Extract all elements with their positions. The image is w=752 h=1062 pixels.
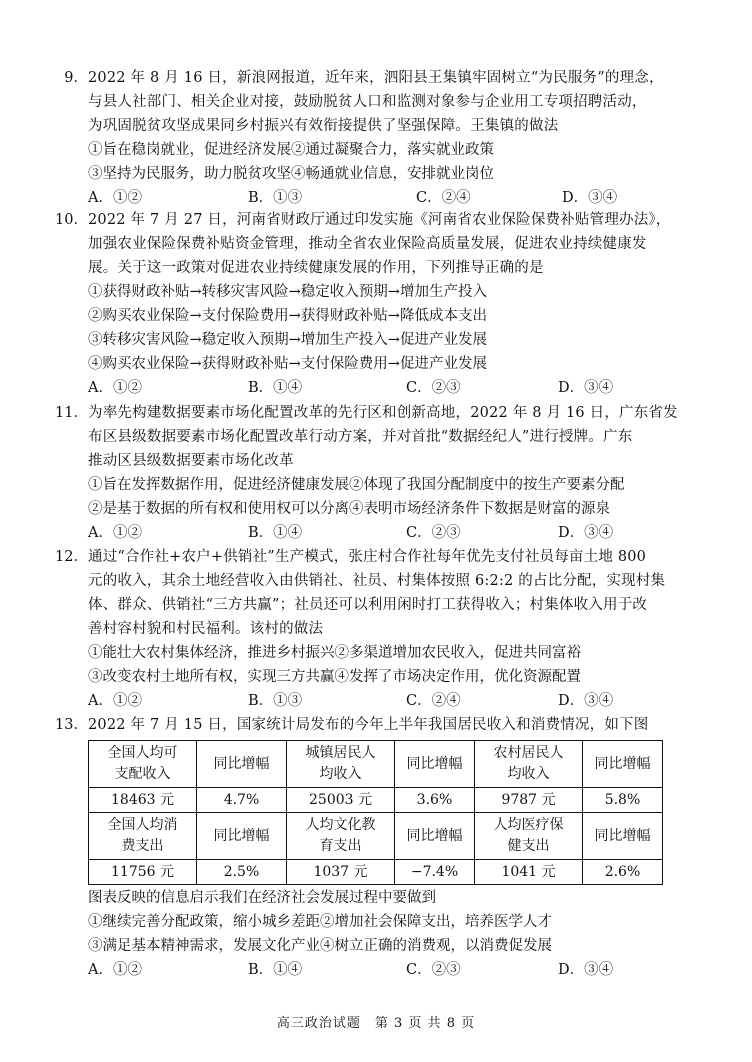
table-row <box>89 860 663 885</box>
table-cell: 9787 元 <box>475 788 583 813</box>
page-footer: 高三政治试题 第 3 页 共 8 页 <box>276 1016 476 1031</box>
statement-line: ④购买农业保险→获得财政补贴→支付保险费用→促进产业发展 <box>88 356 487 372</box>
table-header-row <box>89 741 663 788</box>
table-header-row <box>89 813 663 860</box>
statement-line: ②购买农业保险→支付保险费用→获得财政补贴→降低成本支出 <box>88 308 487 324</box>
question-number: 11． <box>55 405 88 421</box>
statement-line: ①旨在发挥数据作用，促进经济健康发展②体现了我国分配制度中的按生产要素分配 <box>88 477 625 493</box>
table-header-cell: 城镇居民人 均收入 <box>287 741 395 788</box>
table-cell: 5.8% <box>583 788 663 813</box>
question-stem-line: 展。关于这一政策对促进农业持续健康发展的作用，下列推导正确的是 <box>88 260 544 276</box>
question-13-continued <box>88 886 668 982</box>
answer-options <box>88 689 668 713</box>
option-b[interactable]: B．①④ <box>248 525 303 541</box>
income-consumption-table <box>88 740 663 885</box>
question-12 <box>55 545 668 713</box>
question-9 <box>64 66 668 210</box>
table-header-cell: 同比增幅 <box>583 741 663 788</box>
question-number: 9． <box>64 70 88 86</box>
table-header-cell: 农村居民人 均收入 <box>475 741 583 788</box>
question-stem-line: 推动区县级数据要素市场化改革 <box>88 453 294 469</box>
question-11 <box>55 401 678 545</box>
statement-line: ①获得财政补贴→转移灾害风险→稳定收入预期→增加生产投入 <box>88 284 487 300</box>
option-a[interactable]: A．①② <box>88 525 142 541</box>
statement-line: ③改变农村土地所有权，实现三方共赢④发挥了市场决定作用，优化资源配置 <box>88 669 581 685</box>
table-header-cell: 同比增幅 <box>197 813 287 860</box>
table-cell: 3.6% <box>395 788 475 813</box>
question-number: 13． <box>55 717 88 733</box>
option-c[interactable]: C．②③ <box>406 380 461 396</box>
table-header-cell: 人均文化教 育支出 <box>287 813 395 860</box>
statement-line: ③满足基本精神需求，发展文化产业④树立正确的消费观，以消费促发展 <box>88 938 552 954</box>
table-header-cell: 同比增幅 <box>395 741 475 788</box>
statement-line: ②是基于数据的所有权和使用权可以分离④表明市场经济条件下数据是财富的源泉 <box>88 501 610 517</box>
option-b[interactable]: B．①④ <box>248 962 303 978</box>
table-cell: 11756 元 <box>89 860 197 885</box>
table-header-cell: 全国人均可 支配收入 <box>89 741 197 788</box>
question-stem-line: 2022 年 8 月 16 日，新浪网报道，近年来，泗阳县王集镇牢固树立“为民服务”的理念， <box>88 70 664 86</box>
statement-line: ③转移灾害风险→稳定收入预期→增加生产投入→促进产业发展 <box>88 332 487 348</box>
statement-line: ①继续完善分配政策，缩小城乡差距②增加社会保障支出，培养医学人才 <box>88 914 552 930</box>
statement-line: ①旨在稳岗就业，促进经济发展②通过凝聚合力，落实就业政策 <box>88 142 494 158</box>
table-cell: 2.6% <box>583 860 663 885</box>
table-cell: −7.4% <box>395 860 475 885</box>
answer-options <box>88 376 668 400</box>
option-a[interactable]: A．①② <box>88 380 142 396</box>
table-header-cell: 同比增幅 <box>583 813 663 860</box>
answer-options <box>88 521 668 545</box>
option-c[interactable]: C．②④ <box>406 693 461 709</box>
option-c[interactable]: C．②④ <box>416 190 471 206</box>
option-c[interactable]: C．②③ <box>406 962 461 978</box>
table-header-cell: 同比增幅 <box>197 741 287 788</box>
option-b[interactable]: B．①③ <box>248 693 303 709</box>
question-number: 10． <box>55 212 88 228</box>
option-d[interactable]: D．③④ <box>558 380 614 396</box>
table-cell: 2.5% <box>197 860 287 885</box>
question-stem-line: 2022 年 7 月 15 日，国家统计局发布的今年上半年我国居民收入和消费情况，如下图 <box>88 717 649 733</box>
statement-line: ③坚持为民服务，助力脱贫攻坚④畅通就业信息，安排就业岗位 <box>88 166 494 182</box>
question-stem-line: 通过“合作社+农户+供销社”生产模式，张庄村合作社每年优先支付社员每亩土地 800 <box>88 549 647 565</box>
answer-options <box>88 958 668 982</box>
option-d[interactable]: D．③④ <box>562 190 618 206</box>
table-cell: 1037 元 <box>287 860 395 885</box>
option-b[interactable]: B．①④ <box>248 380 303 396</box>
question-stem-line: 加强农业保险保费补贴资金管理，推动全省农业保险高质量发展，促进农业持续健康发 <box>88 236 647 252</box>
option-d[interactable]: D．③④ <box>558 525 614 541</box>
question-stem-line: 2022 年 7 月 27 日，河南省财政厅通过印发实施《河南省农业保险保费补贴管理办法》， <box>88 212 671 228</box>
option-d[interactable]: D．③④ <box>558 693 614 709</box>
question-13 <box>55 713 668 737</box>
question-stem-line: 体、群众、供销社“三方共赢”；社员还可以利用闲时打工获得收入；村集体收入用于改 <box>88 597 648 613</box>
option-d[interactable]: D．③④ <box>558 962 614 978</box>
question-stem-line: 为巩固脱贫攻坚成果同乡村振兴有效衔接提供了坚强保障。王集镇的做法 <box>88 118 559 134</box>
table-row <box>89 788 663 813</box>
option-a[interactable]: A．①② <box>88 693 142 709</box>
option-a[interactable]: A．①② <box>88 962 142 978</box>
question-stem-line: 与县人社部门、相关企业对接，鼓励脱贫人口和监测对象参与企业用工专项招聘活动， <box>88 94 647 110</box>
question-stem-line: 善村容村貌和村民福利。该村的做法 <box>88 621 324 637</box>
question-10 <box>55 208 671 400</box>
answer-options <box>88 186 668 210</box>
question-stem-line: 元的收入，其余土地经营收入由供销社、社员、村集体按照 6:2:2 的占比分配，实现村集 <box>88 573 666 589</box>
table-cell: 25003 元 <box>287 788 395 813</box>
table-header-cell: 同比增幅 <box>395 813 475 860</box>
table-header-cell: 人均医疗保 健支出 <box>475 813 583 860</box>
table-cell: 1041 元 <box>475 860 583 885</box>
option-a[interactable]: A．①② <box>88 190 142 206</box>
statement-line: ①能壮大农村集体经济，推进乡村振兴②多渠道增加农民收入，促进共同富裕 <box>88 645 581 661</box>
option-b[interactable]: B．①③ <box>248 190 303 206</box>
table-cell: 18463 元 <box>89 788 197 813</box>
question-stem-line: 为率先构建数据要素市场化配置改革的先行区和创新高地，2022 年 8 月 16 日，广东省发 <box>88 405 678 421</box>
question-number: 12． <box>55 549 88 565</box>
table-header-cell: 全国人均消 费支出 <box>89 813 197 860</box>
question-stem-line: 图表反映的信息启示我们在经济社会发展过程中要做到 <box>88 890 436 906</box>
question-stem-line: 布区县级数据要素市场化配置改革行动方案，并对首批“数据经纪人”进行授牌。广东 <box>88 429 633 445</box>
table-cell: 4.7% <box>197 788 287 813</box>
option-c[interactable]: C．②③ <box>406 525 461 541</box>
